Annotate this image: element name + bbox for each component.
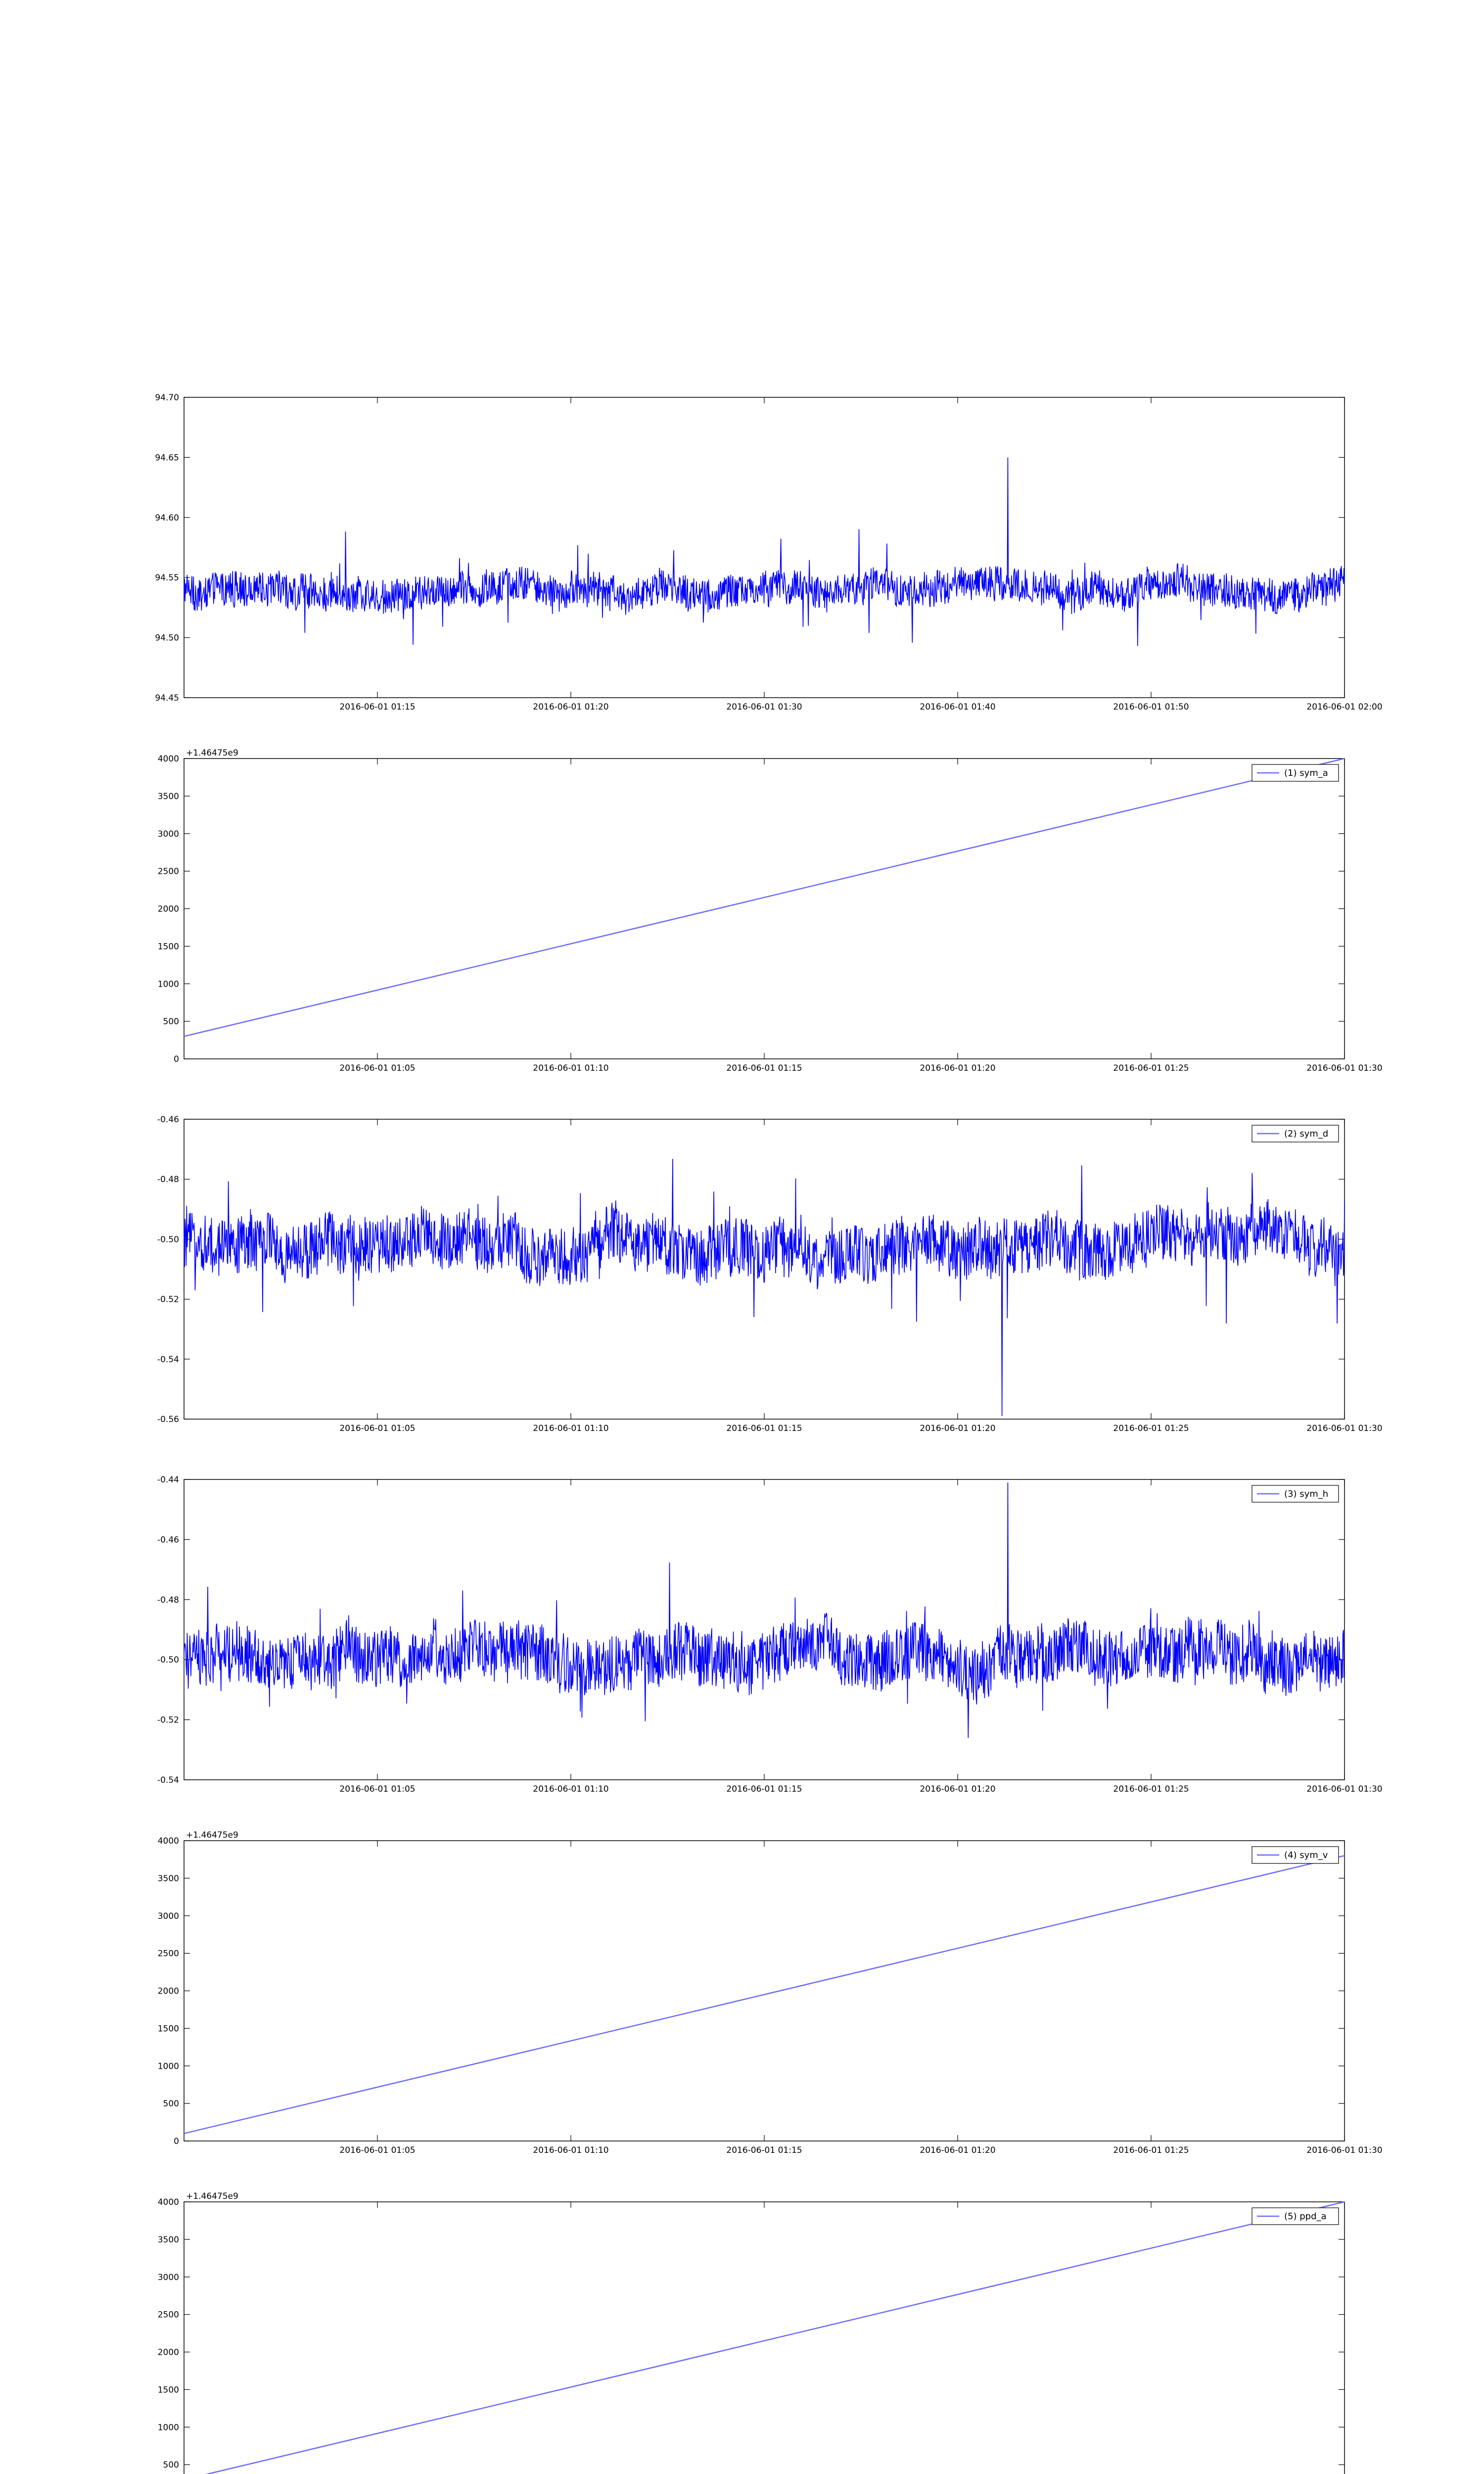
y-tick-label: 94.60 bbox=[155, 513, 179, 523]
series-line bbox=[184, 2202, 1345, 2474]
y-tick-label: 4000 bbox=[157, 2197, 179, 2207]
x-tick-label: 2016-06-01 01:30 bbox=[1306, 1063, 1383, 1073]
y-tick-label: 500 bbox=[163, 2460, 179, 2471]
y-tick-label: 94.50 bbox=[155, 633, 179, 643]
series-line bbox=[184, 759, 1345, 1037]
x-tick-label: 2016-06-01 01:20 bbox=[533, 702, 609, 712]
y-tick-label: -0.56 bbox=[157, 1415, 179, 1425]
legend-label: (5) ppd_a bbox=[1284, 2211, 1327, 2222]
legend-label: (4) sym_v bbox=[1284, 1850, 1328, 1860]
chart-panel-1 bbox=[155, 393, 1382, 712]
x-tick-label: 2016-06-01 01:15 bbox=[726, 1424, 802, 1433]
y-tick-label: 94.70 bbox=[155, 393, 179, 403]
y-tick-label: 2500 bbox=[157, 866, 179, 877]
legend-label: (1) sym_a bbox=[1284, 768, 1328, 778]
x-tick-label: 2016-06-01 01:05 bbox=[339, 1424, 416, 1433]
plot-frame bbox=[184, 1479, 1345, 1780]
y-tick-label: 3500 bbox=[157, 791, 179, 802]
series-line bbox=[184, 1482, 1345, 1738]
x-tick-label: 2016-06-01 02:00 bbox=[1306, 702, 1383, 712]
y-tick-label: -0.52 bbox=[157, 1715, 179, 1725]
x-tick-label: 2016-06-01 01:20 bbox=[920, 2145, 996, 2155]
y-tick-label: 0 bbox=[174, 2137, 179, 2146]
x-tick-label: 2016-06-01 01:10 bbox=[533, 2145, 609, 2155]
series-line bbox=[184, 1159, 1345, 1416]
chart-panel-5 bbox=[158, 1830, 1383, 2155]
y-tick-label: 500 bbox=[163, 2099, 179, 2109]
y-tick-label: -0.44 bbox=[157, 1475, 179, 1485]
x-tick-label: 2016-06-01 01:20 bbox=[920, 1784, 996, 1794]
x-tick-label: 2016-06-01 01:15 bbox=[726, 1784, 802, 1794]
y-tick-label: -0.46 bbox=[157, 1115, 179, 1125]
x-tick-label: 2016-06-01 01:05 bbox=[339, 1063, 416, 1073]
y-tick-label: 2000 bbox=[157, 1986, 179, 1997]
x-tick-label: 2016-06-01 01:15 bbox=[726, 1063, 802, 1073]
y-tick-label: -0.50 bbox=[157, 1655, 179, 1665]
series-line bbox=[184, 1856, 1345, 2133]
axis-offset-label: +1.46475e9 bbox=[186, 1830, 238, 1840]
x-tick-label: 2016-06-01 01:30 bbox=[1306, 1784, 1383, 1794]
plot-frame bbox=[184, 397, 1345, 698]
x-tick-label: 2016-06-01 01:05 bbox=[339, 2145, 416, 2155]
chart-panel-4 bbox=[157, 1475, 1383, 1794]
y-tick-label: 2500 bbox=[157, 2310, 179, 2320]
plot-frame bbox=[184, 2202, 1345, 2474]
x-tick-label: 2016-06-01 01:15 bbox=[726, 2145, 802, 2155]
x-tick-label: 2016-06-01 01:15 bbox=[339, 702, 416, 712]
x-tick-label: 2016-06-01 01:10 bbox=[533, 1063, 609, 1073]
chart-panel-3 bbox=[157, 1115, 1383, 1433]
x-tick-label: 2016-06-01 01:25 bbox=[1113, 1424, 1189, 1433]
y-tick-label: -0.52 bbox=[157, 1294, 179, 1305]
chart-panel-2 bbox=[158, 748, 1383, 1073]
y-tick-label: -0.46 bbox=[157, 1535, 179, 1545]
legend-label: (2) sym_d bbox=[1284, 1129, 1329, 1139]
y-tick-label: 1000 bbox=[157, 2061, 179, 2072]
y-tick-label: 94.65 bbox=[155, 453, 179, 463]
x-tick-label: 2016-06-01 01:10 bbox=[533, 1784, 609, 1794]
x-tick-label: 2016-06-01 01:30 bbox=[726, 702, 802, 712]
y-tick-label: -0.50 bbox=[157, 1235, 179, 1245]
y-tick-label: -0.54 bbox=[157, 1775, 179, 1785]
y-tick-label: -0.54 bbox=[157, 1354, 179, 1365]
x-tick-label: 2016-06-01 01:25 bbox=[1113, 1063, 1189, 1073]
y-tick-label: -0.48 bbox=[157, 1175, 179, 1185]
legend-label: (3) sym_h bbox=[1284, 1489, 1329, 1499]
y-tick-label: 94.45 bbox=[155, 693, 179, 703]
y-tick-label: 3500 bbox=[157, 1873, 179, 1884]
y-tick-label: -0.48 bbox=[157, 1595, 179, 1605]
x-tick-label: 2016-06-01 01:05 bbox=[339, 1784, 416, 1794]
y-tick-label: 4000 bbox=[157, 1836, 179, 1846]
x-tick-label: 2016-06-01 01:20 bbox=[920, 1424, 996, 1433]
chart-panel-6 bbox=[158, 2191, 1383, 2474]
y-tick-label: 3500 bbox=[157, 2235, 179, 2245]
x-tick-label: 2016-06-01 01:30 bbox=[1306, 2145, 1383, 2155]
plot-frame bbox=[184, 759, 1345, 1059]
y-tick-label: 500 bbox=[163, 1017, 179, 1027]
y-tick-label: 2000 bbox=[157, 2347, 179, 2358]
x-tick-label: 2016-06-01 01:30 bbox=[1306, 1424, 1383, 1433]
series-line bbox=[184, 457, 1345, 646]
y-tick-label: 1500 bbox=[157, 2024, 179, 2034]
x-tick-label: 2016-06-01 01:40 bbox=[920, 702, 996, 712]
plot-frame bbox=[184, 1119, 1345, 1419]
x-tick-label: 2016-06-01 01:20 bbox=[920, 1063, 996, 1073]
y-tick-label: 1000 bbox=[157, 979, 179, 990]
y-tick-label: 2000 bbox=[157, 904, 179, 914]
y-tick-label: 0 bbox=[174, 1054, 179, 1064]
axis-offset-label: +1.46475e9 bbox=[186, 2191, 238, 2201]
y-tick-label: 1500 bbox=[157, 2385, 179, 2395]
axis-offset-label: +1.46475e9 bbox=[186, 748, 238, 758]
y-tick-label: 94.55 bbox=[155, 573, 179, 583]
y-tick-label: 1000 bbox=[157, 2423, 179, 2433]
plot-frame bbox=[184, 1841, 1345, 2141]
x-tick-label: 2016-06-01 01:50 bbox=[1113, 702, 1189, 712]
y-tick-label: 4000 bbox=[157, 754, 179, 764]
y-tick-label: 1500 bbox=[157, 942, 179, 952]
x-tick-label: 2016-06-01 01:10 bbox=[533, 1424, 609, 1433]
y-tick-label: 3000 bbox=[157, 1911, 179, 1921]
y-tick-label: 3000 bbox=[157, 829, 179, 839]
y-tick-label: 2500 bbox=[157, 1949, 179, 1959]
y-tick-label: 3000 bbox=[157, 2272, 179, 2283]
x-tick-label: 2016-06-01 01:25 bbox=[1113, 1784, 1189, 1794]
x-tick-label: 2016-06-01 01:25 bbox=[1113, 2145, 1189, 2155]
